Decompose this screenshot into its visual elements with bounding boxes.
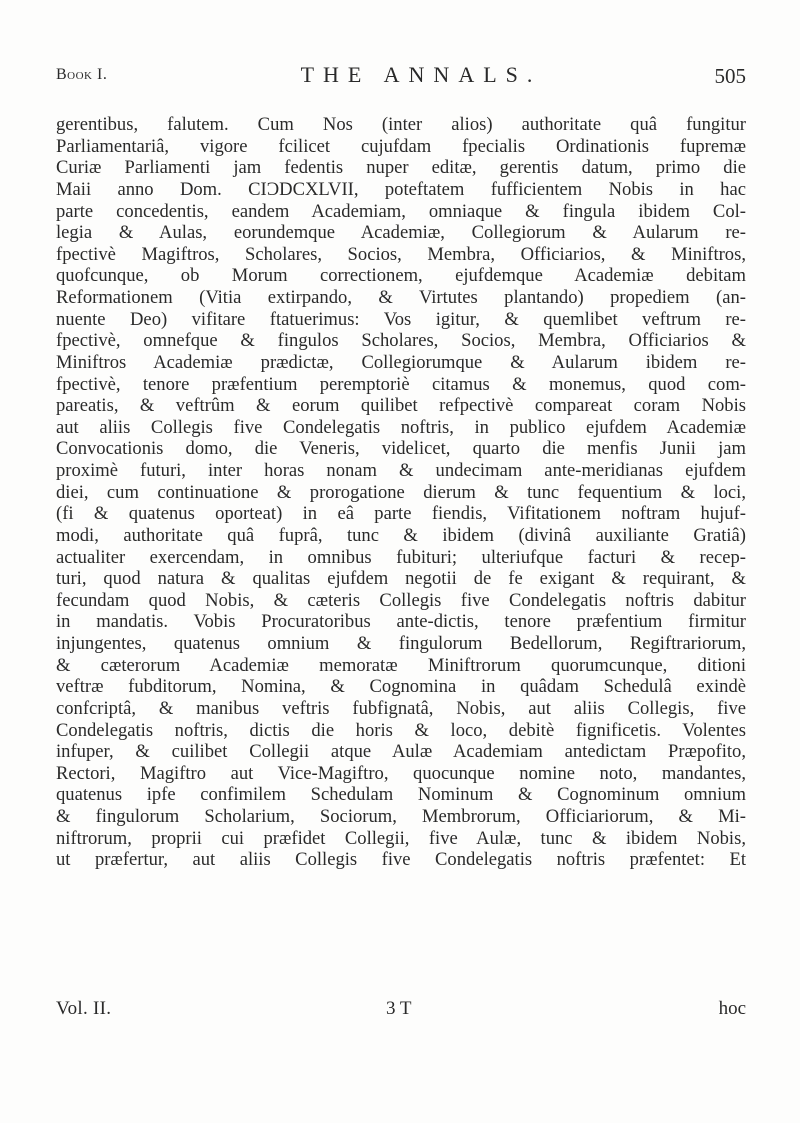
text-line: nuente Deo) vifitare ftatuerimus: Vos igitur, & quemlibet veftrum re-: [56, 308, 746, 330]
text-line: infuper, & cuilibet Collegii atque Aulæ Academiam antedictam Præpofito,: [56, 741, 746, 763]
text-line: injungentes, quatenus omnium & fingulorum Bedellorum, Regiftrariorum,: [56, 633, 746, 654]
text-line: (fi & quatenus oporteat) in eâ parte fiendis, Vifitationem noftram hujuf-: [56, 503, 746, 525]
text-line: Maii anno Dom. CIƆDCXLVII, poteftatem fufficientem Nobis in hac: [56, 178, 746, 200]
text-line: & fingulorum Scholarium, Sociorum, Membrorum, Officiariorum, & Mi-: [56, 806, 746, 827]
text-line: legia & Aulas, eorundemque Academiæ, Collegiorum & Aularum re-: [56, 222, 746, 244]
text-line: Rectori, Magiftro aut Vice-Magiftro, quocunque nomine noto, mandantes,: [56, 762, 746, 784]
text-line: niftrorum, proprii cui præfidet Collegii, five Aulæ, tunc & ibidem Nobis,: [56, 827, 746, 849]
body-text: [56, 114, 746, 871]
text-line: fpectivè, omnefque & fingulos Scholares, Socios, Membra, Officiarios &: [56, 330, 746, 352]
text-line: in mandatis. Vobis Procuratoribus ante-dictis, tenore præfentium firmitur: [56, 611, 746, 633]
book-label: Book I.: [56, 66, 108, 83]
text-line: fpectivè, tenore præfentium peremptoriè citamus & monemus, quod com-: [56, 373, 746, 395]
signature-mark: 3 T: [386, 998, 412, 1019]
running-head: [56, 62, 746, 90]
text-line: Miniftros Academiæ prædictæ, Collegiorumque & Aularum ibidem re-: [56, 351, 746, 373]
catchword: hoc: [718, 998, 746, 1019]
text-line: gerentibus, falutem. Cum Nos (inter alios) authoritate quâ fungitur: [56, 114, 746, 135]
text-line: Reformationem (Vitia extirpando, & Virtutes plantando) propediem (an-: [56, 287, 746, 308]
text-line: Condelegatis noftris, dictis die horis & loco, debitè fignificetis. Volentes: [56, 719, 746, 741]
text-line: diei, cum continuatione & prorogatione dierum & tunc fequentium & loci,: [56, 481, 746, 503]
text-line: modi, authoritate quâ fuprâ, tunc & ibidem (divinâ auxiliante Gratiâ): [56, 524, 746, 546]
volume-label: Vol. II.: [56, 998, 112, 1019]
text-line: fecundam quod Nobis, & cæteris Collegis five Condelegatis noftris dabitur: [56, 589, 746, 611]
text-line: confcriptâ, & manibus veftris fubfignatâ, Nobis, aut aliis Collegis, five: [56, 697, 746, 719]
text-line: pareatis, & veftrûm & eorum quilibet refpectivè compareat coram Nobis: [56, 395, 746, 417]
page-footer: [56, 998, 746, 1022]
text-line: turi, quod natura & qualitas ejufdem negotii de fe exigant & requirant, &: [56, 568, 746, 590]
text-line: parte concedentis, eandem Academiam, omniaque & fingula ibidem Col-: [56, 200, 746, 222]
text-line: ut præfertur, aut aliis Collegis five Condelegatis noftris præfentet: Et: [56, 849, 746, 871]
text-line: proximè futuri, inter horas nonam & undecimam ante-meridianas ejufdem: [56, 460, 746, 481]
text-line: fpectivè Magiftros, Scholares, Socios, Membra, Officiarios, & Miniftros,: [56, 243, 746, 265]
text-line: quatenus ipfe confimilem Schedulam Nominum & Cognominum omnium: [56, 784, 746, 806]
running-title: THE ANNALS.: [300, 62, 542, 87]
text-line: Parliamentariâ, vigore fcilicet cujufdam fpecialis Ordinationis fupremæ: [56, 135, 746, 157]
page-number: 505: [714, 64, 746, 88]
text-line: Convocationis domo, die Veneris, videlicet, quarto die menfis Junii jam: [56, 438, 746, 460]
text-line: actualiter exercendam, in omnibus fubituri; ulteriufque facturi & recep-: [56, 546, 746, 568]
text-line: quofcunque, ob Morum correctionem, ejufdemque Academiæ debitam: [56, 265, 746, 287]
text-line: & cæterorum Academiæ memoratæ Miniftrorum quorumcunque, ditioni: [56, 654, 746, 676]
text-line: aut aliis Collegis five Condelegatis noftris, in publico ejufdem Academiæ: [56, 416, 746, 438]
text-line: Curiæ Parliamenti jam fedentis nuper editæ, gerentis datum, primo die: [56, 157, 746, 179]
text-line: veftræ fubditorum, Nomina, & Cognomina in quâdam Schedulâ exindè: [56, 676, 746, 698]
